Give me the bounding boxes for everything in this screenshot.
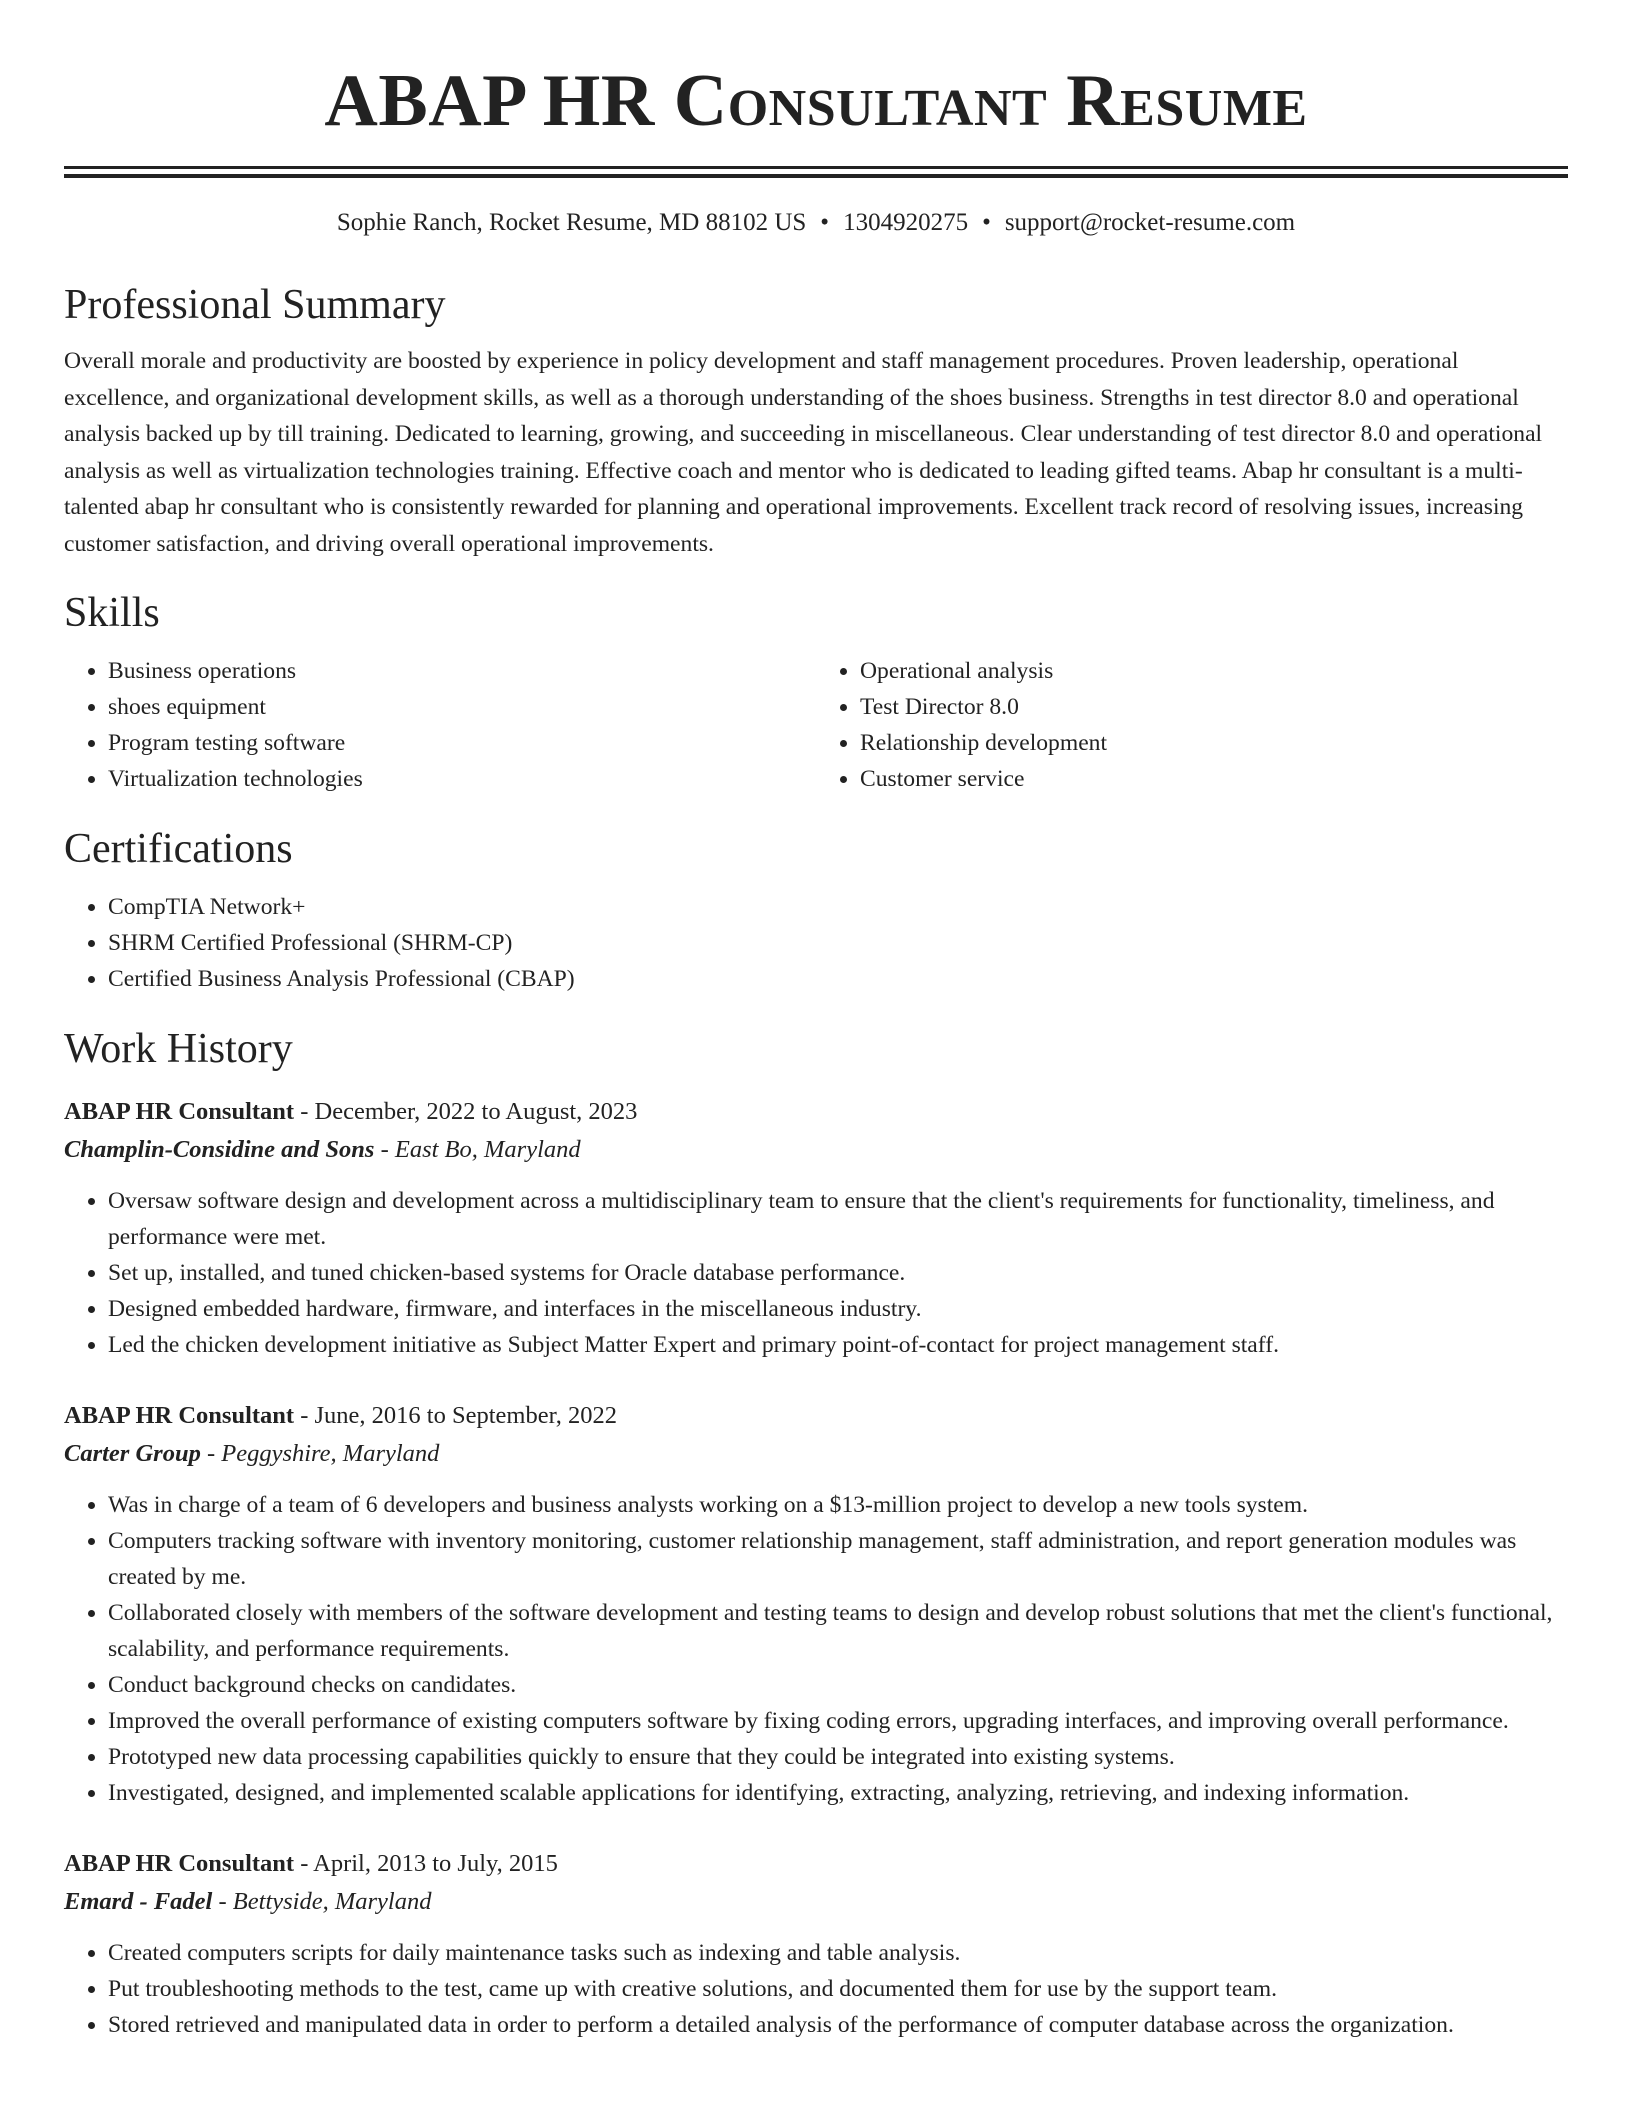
- skill-item: • Business operations: [108, 653, 816, 689]
- job-duty: • Led the chicken development initiative as Subject Matter Expert and primary point-of-contact for project management staff.: [108, 1327, 1568, 1363]
- job-duty: • Collaborated closely with members of the software development and testing teams to design and develop robust solutions that met the client's functional, scalability, and performance requirements.: [108, 1595, 1568, 1667]
- skills-list-right: [816, 653, 1568, 797]
- job-title: ABAP HR Consultant: [64, 1849, 295, 1877]
- job-entry: [64, 1845, 1568, 2043]
- skill-item: • Operational analysis: [860, 653, 1568, 689]
- job-location: Bettyside, Maryland: [232, 1887, 432, 1915]
- job-duty: • Prototyped new data processing capabilities quickly to ensure that they could be integrated into existing systems.: [108, 1739, 1568, 1775]
- job-duty: • Investigated, designed, and implemented scalable applications for identifying, extracting, analyzing, retrieving, and indexing information.: [108, 1775, 1568, 1811]
- skills-list-left: [64, 653, 816, 797]
- resume-title: ABAP HR Consultant Resume: [324, 60, 1308, 142]
- job-location: East Bo, Maryland: [394, 1135, 581, 1163]
- contact-separator: •: [982, 209, 991, 236]
- job-duties-list: [64, 1183, 1568, 1363]
- job-duty: • Set up, installed, and tuned chicken-based systems for Oracle database performance.: [108, 1255, 1568, 1291]
- skill-item: • Program testing software: [108, 725, 816, 761]
- job-company-line: Carter Group - Peggyshire, Maryland: [64, 1439, 440, 1467]
- skill-item: • Virtualization technologies: [108, 761, 816, 797]
- job-duty: • Stored retrieved and manipulated data in order to perform a detailed analysis of the performance of computer database across the organization.: [108, 2007, 1568, 2043]
- work-history-heading: Work History: [64, 1025, 293, 1072]
- job-duty: • Was in charge of a team of 6 developers and business analysts working on a $13-million project to develop a new tools system.: [108, 1487, 1568, 1523]
- job-duty: • Designed embedded hardware, firmware, and interfaces in the miscellaneous industry.: [108, 1291, 1568, 1327]
- skill-item: • shoes equipment: [108, 689, 816, 725]
- summary-text: Overall morale and productivity are boosted by experience in policy development and staff management procedures. Proven leadership, operational excellence, and organizational development skills, as well as a thorough understanding of the shoes business. Strengths in test director 8.0 and operational analysis backed up by till training. Dedicated to learning, growing, and succeeding in miscellaneous. Clear understanding of test director 8.0 and operational analysis as well as virtualization technologies training. Effective coach and mentor who is dedicated to leading gifted teams. Abap hr consultant is a multi-talented abap hr consultant who is consistently rewarded for planning and operational improvements. Excellent track record of resolving issues, increasing customer satisfaction, and driving overall operational improvements.: [64, 348, 1543, 557]
- job-title: ABAP HR Consultant: [64, 1401, 295, 1429]
- job-title: ABAP HR Consultant: [64, 1097, 295, 1125]
- skill-item: • Customer service: [860, 761, 1568, 797]
- job-company-line: Emard - Fadel - Bettyside, Maryland: [64, 1887, 432, 1915]
- certifications-heading: Certifications: [64, 825, 293, 872]
- job-entry: [64, 1397, 1568, 1811]
- skills-heading: Skills: [64, 589, 160, 636]
- contact-address: Sophie Ranch, Rocket Resume, MD 88102 US: [336, 209, 807, 236]
- job-location: Peggyshire, Maryland: [221, 1439, 440, 1467]
- job-duty: • Created computers scripts for daily maintenance tasks such as indexing and table analysis.: [108, 1935, 1568, 1971]
- job-title-line: ABAP HR Consultant - June, 2016 to September, 2022: [64, 1401, 618, 1429]
- job-dates: June, 2016 to September, 2022: [314, 1401, 618, 1429]
- skills-columns: [64, 653, 1568, 797]
- job-company-line: Champlin-Considine and Sons - East Bo, Maryland: [64, 1135, 581, 1163]
- contact-email: support@rocket-resume.com: [1004, 209, 1296, 236]
- job-title-line: ABAP HR Consultant - December, 2022 to August, 2023: [64, 1097, 638, 1125]
- job-dates: April, 2013 to July, 2015: [313, 1849, 558, 1877]
- job-company: Champlin-Considine and Sons: [64, 1135, 375, 1163]
- job-duties-list: [64, 1935, 1568, 2043]
- job-duty: • Computers tracking software with inventory monitoring, customer relationship management, staff administration, and report generation modules was created by me.: [108, 1523, 1568, 1595]
- skill-item: • Relationship development: [860, 725, 1568, 761]
- contact-phone: 1304920275: [843, 209, 969, 236]
- summary-heading: Professional Summary: [64, 282, 446, 328]
- certification-item: • SHRM Certified Professional (SHRM-CP): [108, 925, 1568, 961]
- job-duty: • Improved the overall performance of existing computers software by fixing coding errors, upgrading interfaces, and improving overall performance.: [108, 1703, 1568, 1739]
- contact-separator: •: [820, 209, 830, 236]
- job-title-line: ABAP HR Consultant - April, 2013 to July, 2015: [64, 1849, 558, 1877]
- job-entry: [64, 1093, 1568, 1363]
- skill-item: • Test Director 8.0: [860, 689, 1568, 725]
- contact-line: [64, 207, 1568, 239]
- certification-item: • Certified Business Analysis Professional (CBAP): [108, 961, 1568, 997]
- job-duty: • Oversaw software design and development across a multidisciplinary team to ensure that the client's requirements for functionality, timeliness, and performance were met.: [108, 1183, 1568, 1255]
- job-dates: December, 2022 to August, 2023: [314, 1097, 638, 1125]
- certification-item: • CompTIA Network+: [108, 889, 1568, 925]
- job-duty: • Put troubleshooting methods to the test, came up with creative solutions, and documented them for use by the support team.: [108, 1971, 1568, 2007]
- job-duty: • Conduct background checks on candidates.: [108, 1667, 1568, 1703]
- title-double-rule: [64, 166, 1568, 169]
- job-company: Carter Group: [64, 1439, 201, 1467]
- job-company: Emard - Fadel: [64, 1887, 213, 1915]
- certifications-list: [64, 889, 1568, 997]
- job-duties-list: [64, 1487, 1568, 1811]
- resume-page: [64, 0, 1568, 2043]
